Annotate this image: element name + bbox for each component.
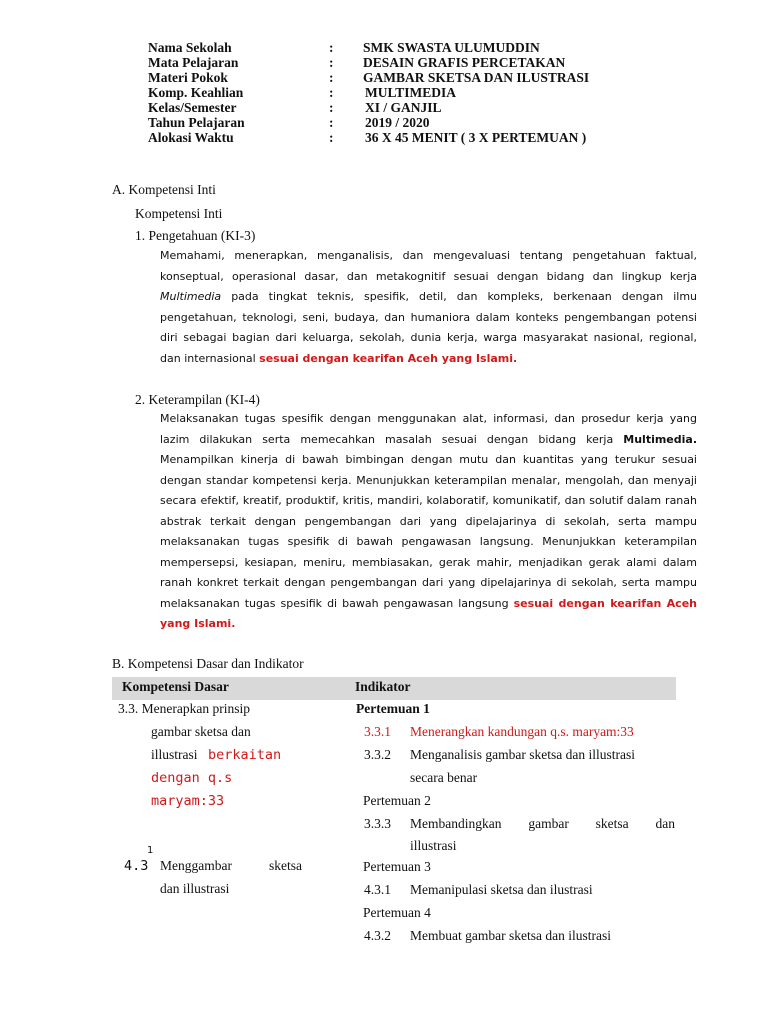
paragraph-line: Menampilkan kinerja di bawah bimbingan dengan mutu dan kuantitas yang terukur sesuai xyxy=(160,453,697,466)
kd-3-3-line: illustrasi xyxy=(151,747,198,762)
line-text: melaksanakan tugas spesifik di bawah pengawasan langsung xyxy=(160,596,509,610)
paragraph-line xyxy=(160,349,697,370)
paragraph-line: pengetahuan, teknologi, seni, budaya, dan humaniora dalam konteks pengembangan potensi xyxy=(160,310,697,324)
section-a-heading: A. Kompetensi Inti xyxy=(112,182,216,197)
italic-term: Multimedia xyxy=(160,290,222,303)
header-label: Materi Pokok xyxy=(148,70,228,85)
pertemuan-3: Pertemuan 3 xyxy=(363,859,431,874)
header-colon: : xyxy=(329,100,334,115)
header-label: Komp. Keahlian xyxy=(148,85,244,100)
paragraph-line: Memahami, menerapkan, menganalisis, dan mengevaluasi tentang pengetahuan faktual, xyxy=(160,249,697,262)
indicator-number: 4.3.1 xyxy=(364,882,391,897)
ki3-title: 1. Pengetahuan (KI-3) xyxy=(135,228,256,243)
kd-3-3-highlight: dengan q.s xyxy=(151,770,233,786)
header-label: Nama Sekolah xyxy=(148,40,232,55)
column-header-indikator: Indikator xyxy=(355,679,411,694)
line-text: dan internasional xyxy=(160,351,256,365)
paragraph-line: ranah konkret terkait dengan pengembangan dari yang dipelajarinya di sekolah, serta mampu xyxy=(160,576,697,589)
indicator-text: Menganalisis gambar sketsa dan illustrasi xyxy=(410,747,635,762)
pertemuan-2: Pertemuan 2 xyxy=(363,793,431,808)
indicator-number: 3.3.3 xyxy=(364,816,391,831)
header-label: Tahun Pelajaran xyxy=(148,115,245,130)
header-value: DESAIN GRAFIS PERCETAKAN xyxy=(363,55,566,70)
page-number: 1 xyxy=(147,845,154,856)
paragraph-line xyxy=(160,614,697,635)
paragraph-line xyxy=(160,287,697,308)
indicator-number: 3.3.2 xyxy=(364,747,391,762)
paragraph-line: abstrak terkait dengan pengembangan dari yang dipelajarinya di sekolah, serta mampu xyxy=(160,514,697,528)
paragraph-line xyxy=(160,594,697,615)
kd-4-3-line: sketsa xyxy=(269,858,302,873)
line-text: lazim dilakukan serta memecahkan masalah sesuai dengan bidang kerja xyxy=(160,432,614,446)
bold-term: Multimedia. xyxy=(623,432,698,446)
header-colon: : xyxy=(329,85,334,100)
header-colon: : xyxy=(329,115,334,130)
header-value: GAMBAR SKETSA DAN ILUSTRASI xyxy=(363,70,590,85)
header-colon: : xyxy=(329,70,334,85)
kd-3-3-highlight: maryam:33 xyxy=(151,793,225,809)
header-value: 36 X 45 MENIT ( 3 X PERTEMUAN ) xyxy=(365,130,587,145)
line-text: pada tingkat teknis, spesifik, detil, dan kompleks, berkenaan dengan ilmu xyxy=(231,290,698,303)
table-header xyxy=(112,677,676,700)
indicator-text: Membandingkan gambar sketsa dan xyxy=(410,816,675,831)
highlight-text: sesuai dengan kearifan Aceh xyxy=(513,596,697,610)
kd-3-3-highlight: berkaitan xyxy=(208,747,282,763)
indicator-text: illustrasi xyxy=(410,838,457,853)
paragraph-line: Melaksanakan tugas spesifik dengan menggunakan alat, informasi, dan prosedur kerja yang xyxy=(160,412,697,425)
pertemuan-1: Pertemuan 1 xyxy=(356,701,430,716)
kd-4-3-line: Menggambar xyxy=(160,858,232,873)
indicator-text: secara benar xyxy=(410,770,478,785)
section-a-subheading: Kompetensi Inti xyxy=(135,206,223,221)
header-label: Kelas/Semester xyxy=(148,100,237,115)
header-value: MULTIMEDIA xyxy=(365,85,457,100)
indicator-number: 3.3.1 xyxy=(364,724,391,739)
ki3-paragraph xyxy=(160,246,697,369)
pertemuan-4: Pertemuan 4 xyxy=(363,905,431,920)
header-colon: : xyxy=(329,130,334,145)
indicator-text: Memanipulasi sketsa dan ilustrasi xyxy=(410,882,593,897)
header-colon: : xyxy=(329,40,334,55)
kd-4-3-line: dan illustrasi xyxy=(160,881,230,896)
header-value: XI / GANJIL xyxy=(365,100,442,115)
highlight-text: yang Islami. xyxy=(160,617,236,630)
ki4-title: 2. Keterampilan (KI-4) xyxy=(135,392,260,407)
highlight-text: sesuai dengan kearifan Aceh yang Islami. xyxy=(259,351,518,365)
column-header-kompetensi: Kompetensi Dasar xyxy=(122,679,229,694)
section-b-heading: B. Kompetensi Dasar dan Indikator xyxy=(112,656,304,671)
paragraph-line: dengan standar kompetensi kerja. Menunjukkan keterampilan menalar, mengolah, dan menyaji xyxy=(160,473,697,487)
header-value: SMK SWASTA ULUMUDDIN xyxy=(363,40,540,55)
ki4-paragraph xyxy=(160,409,697,635)
paragraph-line: mempersepsi, kesiapan, meniru, membiasakan, gerak mahir, menjadikan gerak alami dalam xyxy=(160,555,697,569)
indicator-text: Menerangkan kandungan q.s. maryam:33 xyxy=(410,724,634,739)
kd-3-3-line: 3.3. Menerapkan prinsip xyxy=(118,701,250,716)
kd-4-3-number: 4.3 xyxy=(124,858,149,874)
header-colon: : xyxy=(329,55,334,70)
header-value: 2019 / 2020 xyxy=(365,115,430,130)
header-label: Alokasi Waktu xyxy=(148,130,234,145)
indicator-number: 4.3.2 xyxy=(364,928,391,943)
paragraph-line: diri sebagai bagian dari keluarga, sekolah, dunia kerja, warga masyarakat nasional, regional, xyxy=(160,331,697,344)
paragraph-line xyxy=(160,430,697,451)
kd-3-3-line: gambar sketsa dan xyxy=(151,724,251,739)
header-label: Mata Pelajaran xyxy=(148,55,239,70)
paragraph-line: konseptual, operasional dasar, dan metakognitif sesuai dengan bidang dan lingkup kerja xyxy=(160,269,697,283)
indicator-text: Membuat gambar sketsa dan ilustrasi xyxy=(410,928,611,943)
paragraph-line: melaksanakan tugas spesifik di bawah pengawasan langsung. Menunjukkan keterampilan xyxy=(160,535,697,548)
paragraph-line: secara efektif, kreatif, produktif, kritis, mandiri, kolaboratif, komunikatif, dan solutif dalam ranah xyxy=(160,494,697,507)
